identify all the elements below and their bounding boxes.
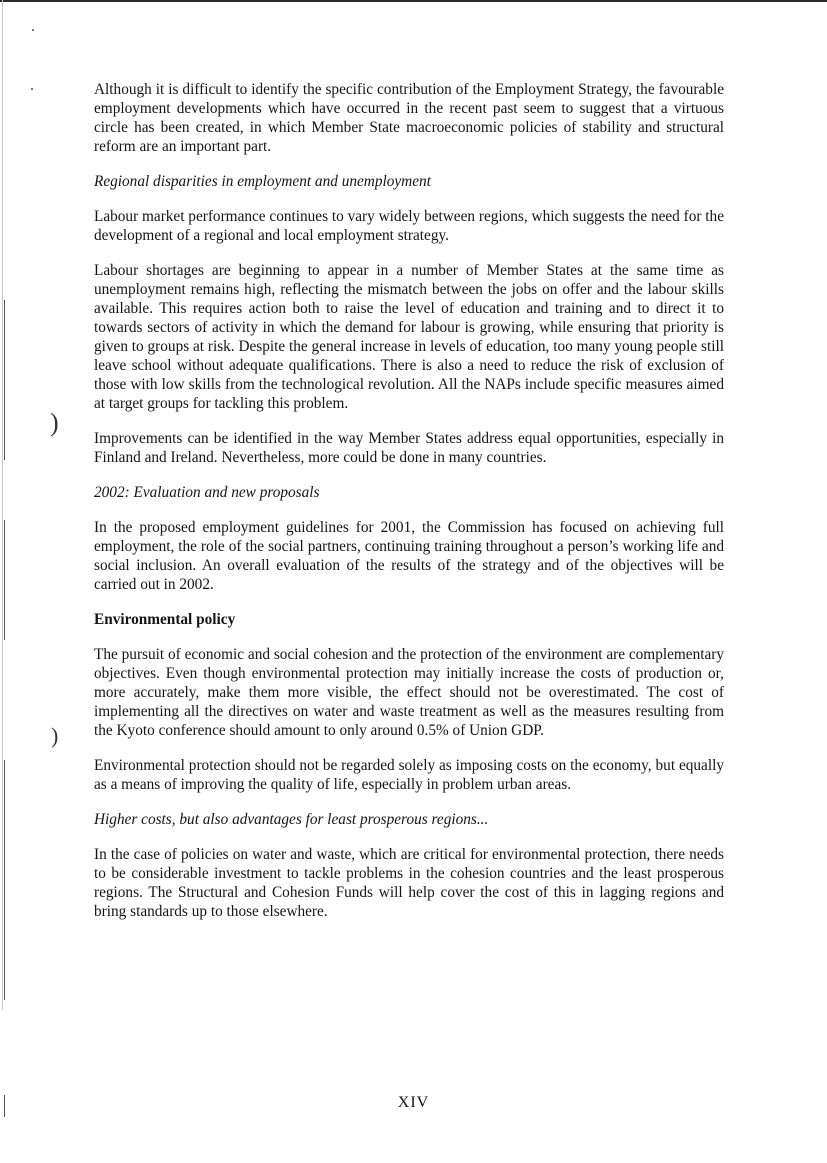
page-left-edge bbox=[2, 0, 3, 1010]
body-paragraph: In the case of policies on water and waste, which are critical for environmental protection, there needs to be considerable investment to tackle problems in the cohesion countries and the least prosperous regions. The Structural and Cohesion Funds will help cover the cost of this in lagging regions and bring standards up to those elsewhere. bbox=[94, 846, 724, 920]
section-heading: Environmental policy bbox=[94, 611, 236, 628]
body-paragraph: Labour shortages are beginning to appear in a number of Member States at the same time as unemployment remains high, reflecting the mismatch between the jobs on offer and the labour skills available. This requires action both to raise the level of education and training and to direct it to towards sectors of activity in which the demand for labour is growing, while ensuring that priority is given to groups at risk. Despite the general increase in levels of education, too many young people still leave school without adequate qualifications. There is also a need to reduce the risk of exclusion of those with low skills from the technological revolution. All the NAPs include specific measures aimed at target groups for tackling this problem. bbox=[94, 262, 724, 412]
scan-artifact-mark: ) bbox=[50, 408, 59, 437]
body-paragraph: Improvements can be identified in the way Member States address equal opportunities, especially in Finland and Ireland. Nevertheless, more could be done in many countries. bbox=[94, 430, 724, 466]
body-paragraph: Labour market performance continues to vary widely between regions, which suggests the need for the development of a regional and local employment strategy. bbox=[94, 208, 724, 244]
scan-artifact-mark: ) bbox=[51, 723, 59, 748]
scan-speck bbox=[31, 88, 33, 90]
scan-margin-mark bbox=[4, 760, 5, 1000]
section-subheading: Regional disparities in employment and unemployment bbox=[94, 173, 431, 190]
scan-margin-mark bbox=[4, 300, 5, 460]
section-subheading: Higher costs, but also advantages for least prosperous regions... bbox=[94, 811, 489, 828]
page-top-border bbox=[0, 0, 827, 2]
body-paragraph: The pursuit of economic and social cohesion and the protection of the environment are complementary objectives. Even though environmental protection may initially increase the costs of production or, more accurately, make them more visible, the effect should not be overestimated. The cost of implementing all the directives on water and waste treatment as well as the measures resulting from the Kyoto conference should amount to only around 0.5% of Union GDP. bbox=[94, 646, 724, 739]
body-paragraph: Environmental protection should not be regarded solely as imposing costs on the economy, but equally as a means of improving the quality of life, especially in problem urban areas. bbox=[94, 757, 724, 793]
scan-speck bbox=[32, 29, 34, 31]
document-body bbox=[94, 80, 724, 921]
section-subheading: 2002: Evaluation and new proposals bbox=[94, 484, 320, 501]
page-number: XIV bbox=[397, 1094, 430, 1111]
body-paragraph: Although it is difficult to identify the specific contribution of the Employment Strategy, the favourable employment developments which have occurred in the recent past seem to suggest that a virtuous circle has been created, in which Member State macroeconomic policies of stability and structural reform are an important part. bbox=[94, 81, 724, 155]
scan-margin-mark bbox=[4, 520, 5, 640]
body-paragraph: In the proposed employment guidelines for 2001, the Commission has focused on achieving full employment, the role of the social partners, continuing training throughout a person’s working life and social inclusion. An overall evaluation of the results of the strategy and of the objectives will be carried out in 2002. bbox=[94, 519, 724, 593]
